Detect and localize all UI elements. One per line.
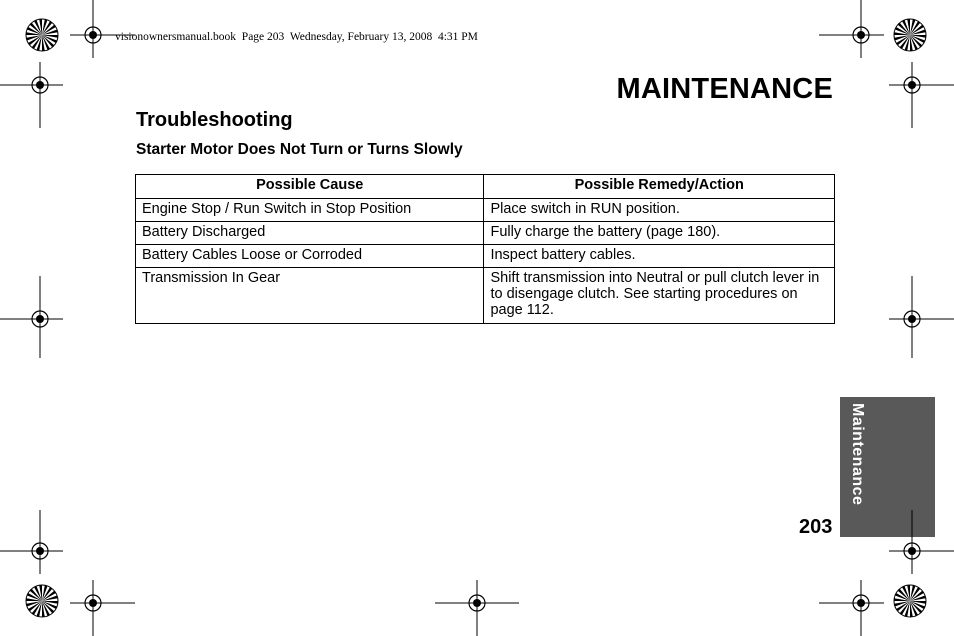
remedy-cell: Inspect battery cables. [484, 245, 835, 268]
remedy-cell: Shift transmission into Neutral or pull clutch lever in to disengage clutch. See starting procedures on page 112. [484, 268, 835, 324]
remedy-cell: Place switch in RUN position. [484, 199, 835, 222]
page-heading: Troubleshooting [136, 109, 293, 131]
column-header-remedy: Possible Remedy/Action [484, 175, 835, 199]
print-header-line: visionownersmanual.book Page 203 Wednesday, February 13, 2008 4:31 PM [115, 31, 478, 43]
column-header-cause: Possible Cause [136, 175, 484, 199]
chapter-tab-label: Maintenance [849, 403, 866, 506]
sub-heading: Starter Motor Does Not Turn or Turns Slowly [136, 141, 463, 158]
registration-starburst-icon [25, 18, 59, 52]
cause-cell: Engine Stop / Run Switch in Stop Position [136, 199, 484, 222]
registration-starburst-icon [25, 584, 59, 618]
remedy-cell: Fully charge the battery (page 180). [484, 222, 835, 245]
cause-cell: Transmission In Gear [136, 268, 484, 324]
cause-cell: Battery Discharged [136, 222, 484, 245]
registration-starburst-icon [893, 584, 927, 618]
cause-cell: Battery Cables Loose or Corroded [136, 245, 484, 268]
section-title: MAINTENANCE [616, 73, 833, 105]
page-number: 203 [799, 516, 833, 538]
registration-starburst-icon [893, 18, 927, 52]
